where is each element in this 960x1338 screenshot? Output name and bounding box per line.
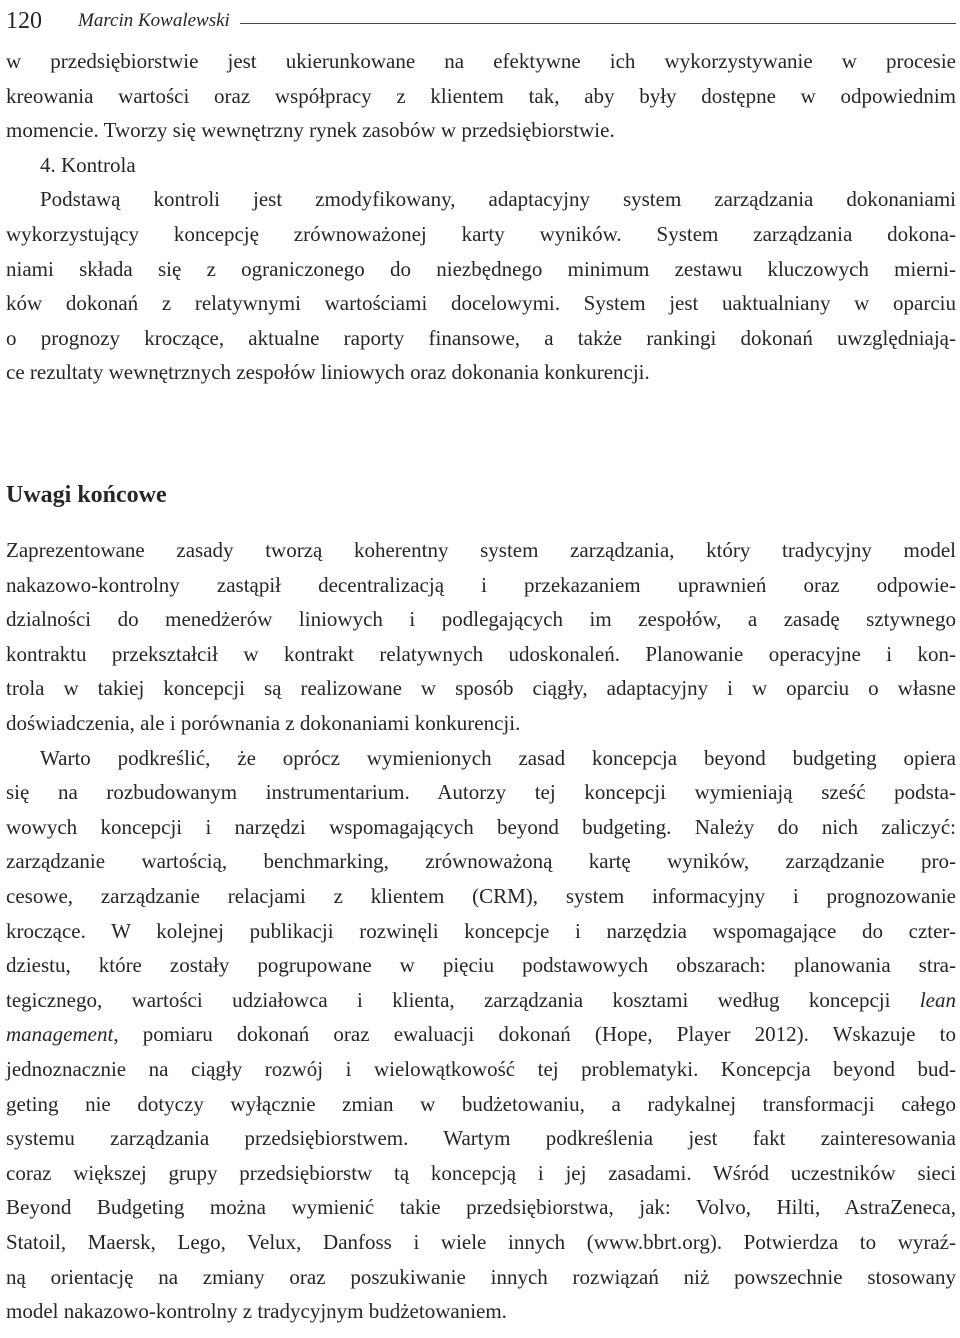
text-line: dziestu, które zostały pogrupowane w pięciu podstawowych obszarach: planowania stra-	[6, 953, 956, 978]
running-head	[6, 2, 956, 40]
text-line: nakazowo-kontrolny zastąpił decentralizacją i przekazaniem uprawnień oraz odpowie-	[6, 572, 956, 597]
text-line: ną orientację na zmiany oraz poszukiwanie innych rozwiązań niż powszechnie stosowany	[6, 1264, 956, 1289]
text-line: ce rezultaty wewnętrznych zespołów liniowych oraz dokonania konkurencji.	[6, 360, 650, 385]
text-line: wowych koncepcji i narzędzi wspomagających beyond budgeting. Należy do nich zaliczyć:	[6, 814, 956, 839]
text-line: Statoil, Maersk, Lego, Velux, Danfoss i wiele innych (www.bbrt.org). Potwierdza to wyraź-	[6, 1229, 956, 1254]
text-segment: , pomiaru dokonań oraz ewaluacji dokonań (Hope, Player 2012). Wskazuje to	[113, 1022, 956, 1047]
text-line: systemu zarządzania przedsiębiorstwem. Wartym podkreślenia jest fakt zainteresowania	[6, 1126, 956, 1151]
text-line: trola w takiej koncepcji są realizowane w sposób ciągły, adaptacyjny i w oparciu o własne	[6, 676, 956, 701]
closing-paragraph-1	[6, 533, 956, 741]
text-line: kreowania wartości oraz współpracy z klientem tak, aby były dostępne w odpowiednim	[6, 83, 956, 108]
text-line: Warto podkreślić, że oprócz wymienionych zasad koncepcja beyond budgeting opiera	[40, 745, 956, 770]
text-line: kontraktu przekształcił w kontrakt relatywnych udoskonaleń. Planowanie operacyjne i kon-	[6, 641, 956, 666]
text-line: kroczące. W kolejnej publikacji rozwinęli koncepcje i narzędzia wspomagające do czter-	[6, 918, 956, 943]
page-number: 120	[6, 7, 42, 34]
text-line: się na rozbudowanym instrumentarium. Autorzy tej koncepcji wymieniają sześć podsta-	[6, 780, 956, 805]
text-line: cesowe, zarządzanie relacjami z klientem (CRM), system informacyjny i prognozowanie	[6, 883, 956, 908]
text-line	[6, 983, 956, 1018]
text-line: doświadczenia, ale i porównania z dokonaniami konkurencji.	[6, 710, 521, 735]
text-line: ków dokonań z relatywnymi wartościami docelowymi. System jest uaktualniany w oparciu	[6, 291, 956, 316]
text-line: w przedsiębiorstwie jest ukierunkowane na efektywne ich wykorzystywanie w procesie	[6, 49, 956, 73]
running-head-author: Marcin Kowalewski	[78, 10, 230, 31]
text-line: wykorzystujący koncepcję zrównoważonej karty wyników. System zarządzania dokona-	[6, 221, 956, 246]
text-segment: tegicznego, wartości udziałowca i klienta, zarządzania kosztami według koncepcji	[6, 987, 891, 1012]
text-line	[6, 1017, 956, 1052]
text-line: Podstawą kontroli jest zmodyfikowany, adaptacyjny system zarządzania dokonaniami	[40, 187, 956, 212]
section-kontrola	[6, 148, 956, 390]
text-line: momencie. Tworzy się wewnętrzny rynek zasobów w przedsiębiorstwie.	[6, 118, 615, 143]
section-title: 4. Kontrola	[40, 152, 136, 177]
header-rule	[240, 23, 956, 24]
text-line: dzialności do menedżerów liniowych i podlegających im zespołów, a zasadę sztywnego	[6, 607, 956, 632]
text-line: geting nie dotyczy wyłącznie zmian w budżetowaniu, a radykalnej transformacji całego	[6, 1091, 956, 1116]
text-line: niami składa się z ograniczonego do niezbędnego minimum zestawu kluczowych mierni-	[6, 256, 956, 281]
text-line: jednoznacznie na ciągły rozwój i wielowątkowość tej problematyki. Koncepcja beyond bud-	[6, 1056, 956, 1081]
section-heading: Uwagi końcowe	[6, 482, 167, 508]
text-line: Beyond Budgeting można wymienić takie przedsiębiorstwa, jak: Volvo, Hilti, AstraZeneca,	[6, 1195, 956, 1220]
text-line: zarządzanie wartością, benchmarking, zrównoważoną kartę wyników, zarządzanie pro-	[6, 849, 956, 874]
text-line: model nakazowo-kontrolny z tradycyjnym budżetowaniem.	[6, 1299, 507, 1324]
text-line: coraz większej grupy przedsiębiorstw tą koncepcją i jej zasadami. Wśród uczestników sieci	[6, 1160, 956, 1185]
text-line: Zaprezentowane zasady tworzą koherentny system zarządzania, który tradycyjny model	[6, 538, 956, 562]
italic-term: lean	[919, 987, 956, 1012]
text-line: o prognozy kroczące, aktualne raporty finansowe, a także rankingi dokonań uwzględniają-	[6, 325, 956, 350]
closing-paragraph-2	[6, 741, 956, 1329]
intro-paragraph	[6, 44, 956, 148]
italic-term: management	[6, 1022, 114, 1047]
